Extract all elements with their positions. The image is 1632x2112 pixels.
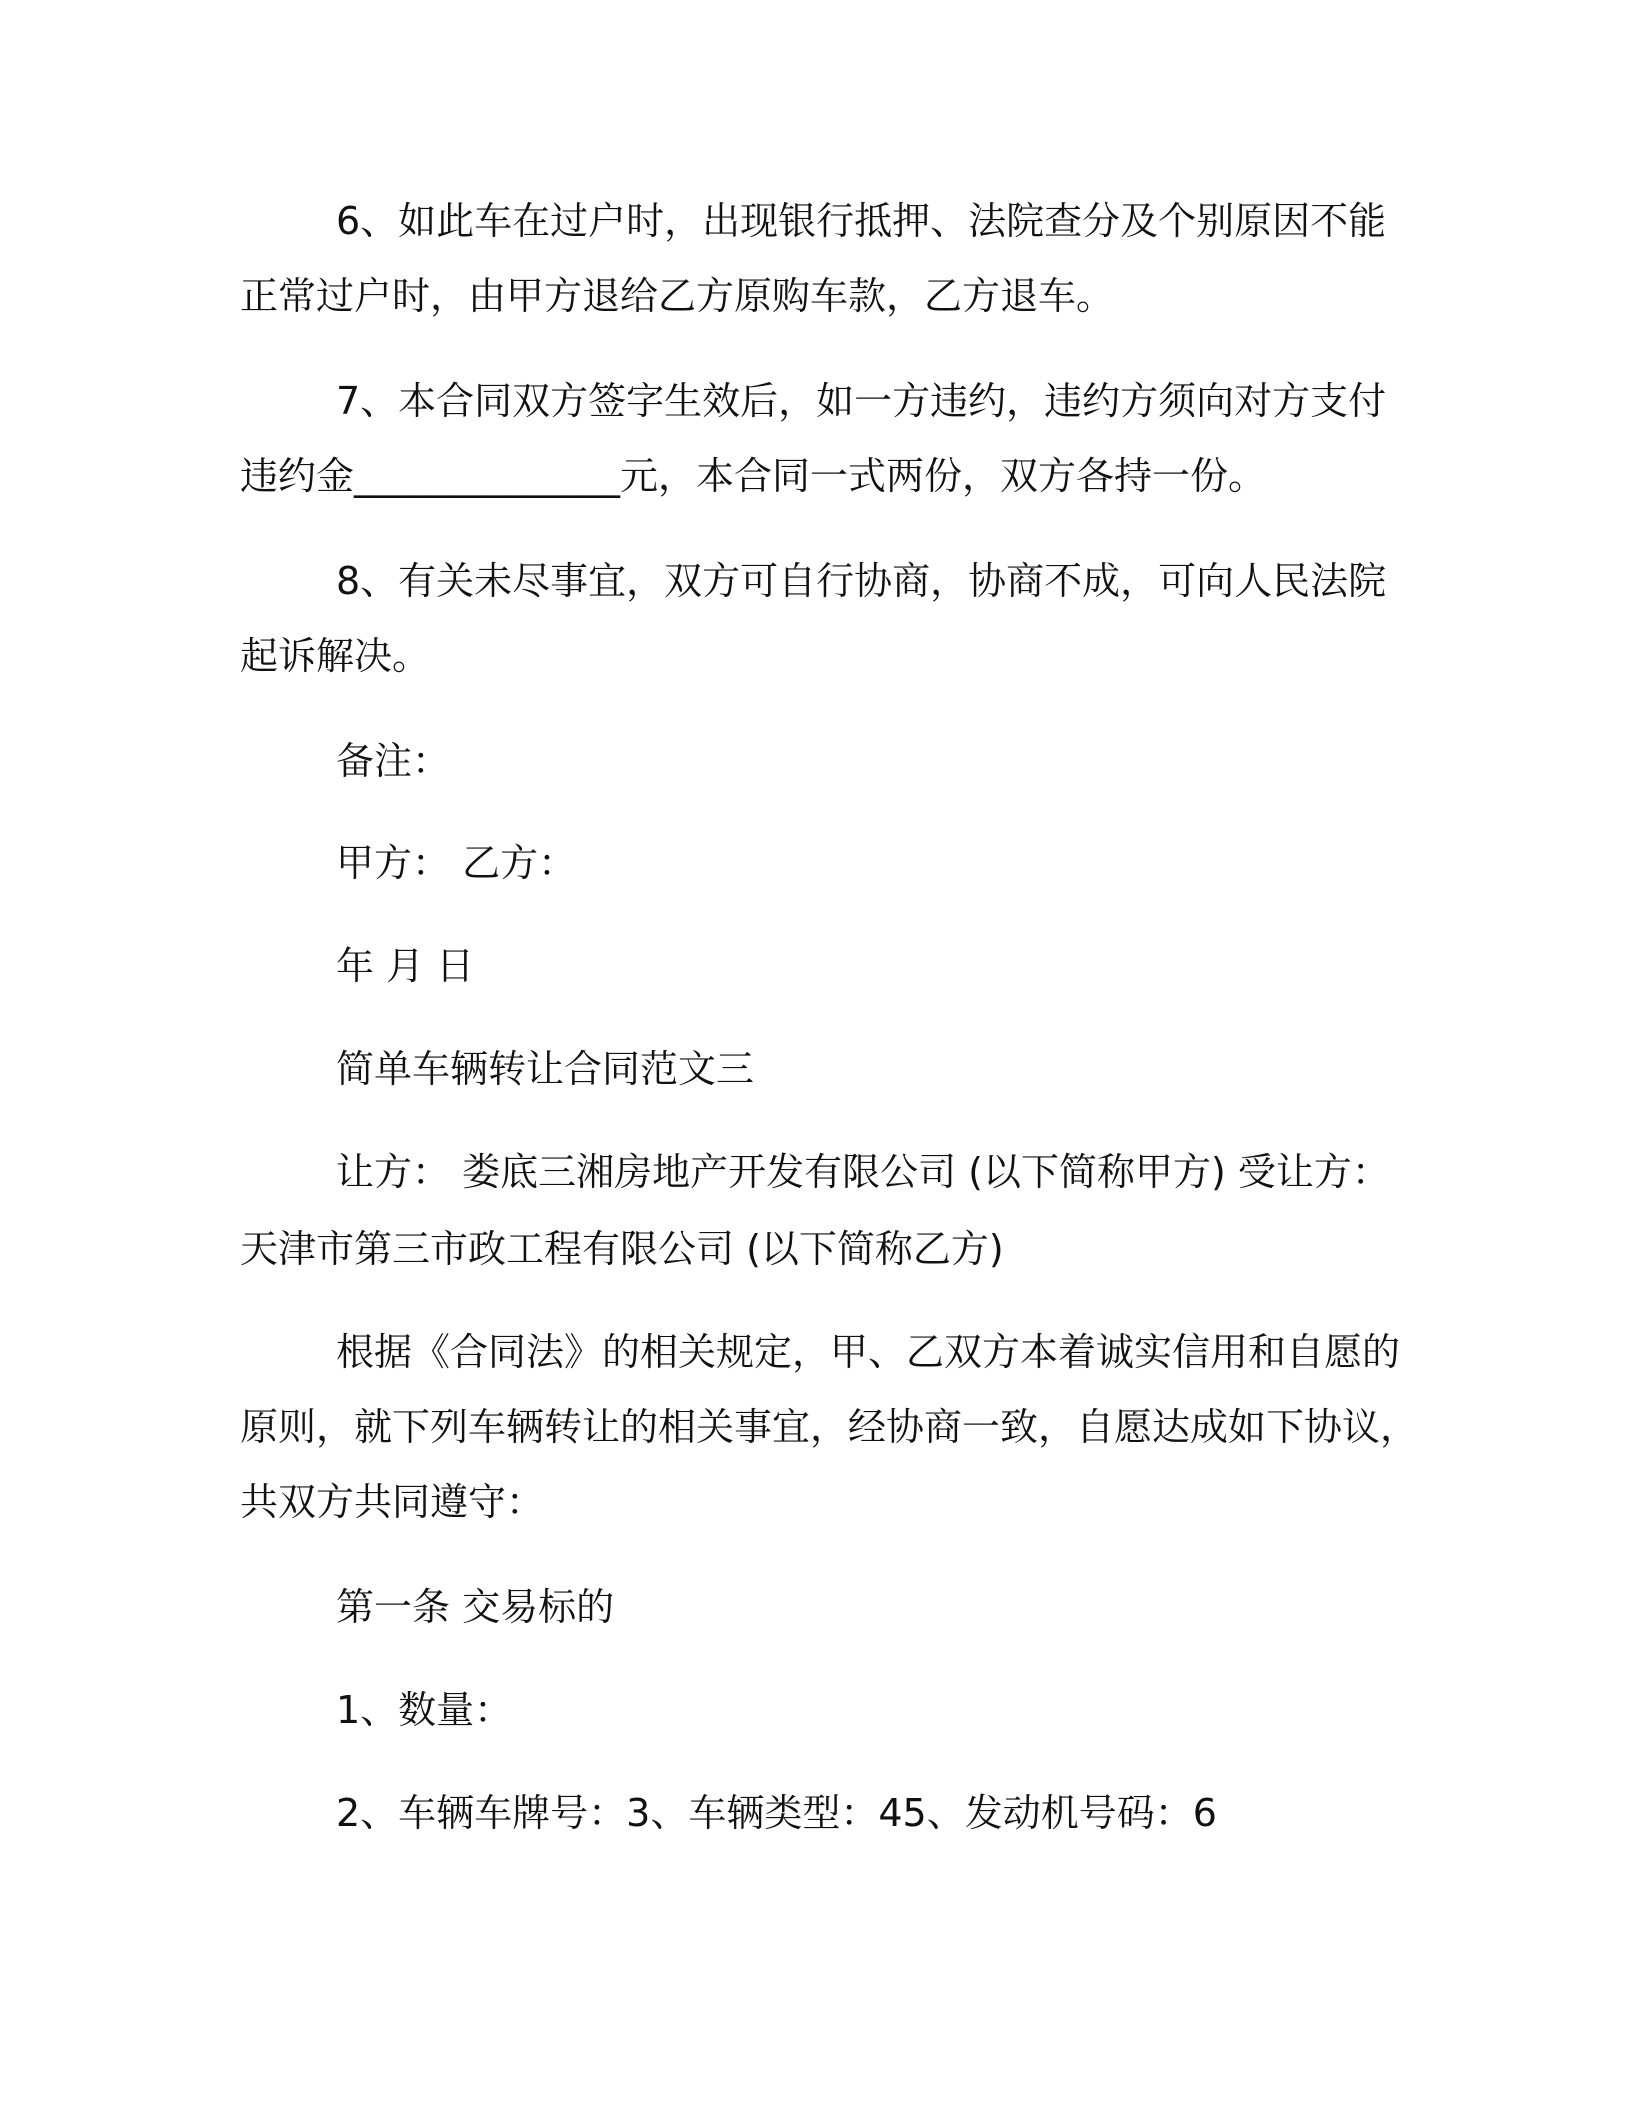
item-quantity: 1、数量： <box>336 1688 513 1732</box>
parties-line-1: 让方： 娄底三湘房地产开发有限公司 (以下简称甲方) 受让方： <box>336 1150 1390 1194</box>
document-page <box>240 0 1419 2112</box>
clause-6-line-2: 正常过户时，由甲方退给乙方原购车款，乙方退车。 <box>240 274 1115 318</box>
clause-7-line-1: 7、本合同双方签字生效后，如一方违约，违约方须向对方支付 <box>336 379 1387 423</box>
preamble-line-2: 原则，就下列车辆转让的相关事宜，经协商一致，自愿达成如下协议， <box>240 1405 1419 1449</box>
item-vehicle-details: 2、车辆车牌号：3、车辆类型：45、发动机号码：6 <box>336 1791 1217 1835</box>
parties-line-2: 天津市第三市政工程有限公司 (以下简称乙方) <box>240 1227 1004 1271</box>
clause-8-line-1: 8、有关未尽事宜，双方可自行协商，协商不成，可向人民法院 <box>336 559 1387 603</box>
article-1-heading: 第一条 交易标的 <box>336 1585 615 1629</box>
preamble-line-1: 根据《合同法》的相关规定，甲、乙双方本着诚实信用和自愿的 <box>336 1330 1401 1374</box>
signature-parties: 甲方： 乙方： <box>336 841 577 885</box>
remarks-label: 备注： <box>336 739 451 783</box>
signature-date: 年 月 日 <box>336 944 475 988</box>
clause-7-line-2: 违约金______________元，本合同一式两份，双方各持一份。 <box>240 454 1267 498</box>
clause-8-line-2: 起诉解决。 <box>240 634 431 678</box>
preamble-line-3: 共双方共同遵守： <box>240 1480 545 1524</box>
section-title: 简单车辆转让合同范文三 <box>336 1047 755 1091</box>
clause-6-line-1: 6、如此车在过户时，出现银行抵押、法院查分及个别原因不能 <box>336 199 1387 243</box>
